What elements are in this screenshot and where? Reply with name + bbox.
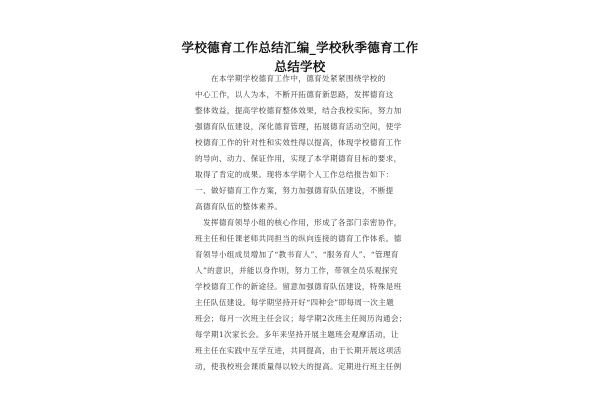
document-body <box>195 73 410 393</box>
body-line: 班主任在实践中互学互进，共同提高，由于长期开展这项活 <box>195 346 402 355</box>
body-line: 高德育队伍的整体素养。 <box>195 202 283 211</box>
body-line: 取得了肯定的成果。现将本学期个人工作总结报告如下： <box>195 170 394 179</box>
body-line: 动，使我校班会课质量得以较大的提高。定期进行班主任例 <box>195 362 402 371</box>
body-line: 主任队伍建设。每学期坚持开好“四种会”即每周一次主题 <box>195 298 395 307</box>
document-title-line-2: 总结学校 <box>274 59 326 74</box>
body-line: 在本学期学校德育工作中，德育处紧紧围绕学校的 <box>195 74 386 83</box>
body-line: 发挥德育领导小组的核心作用，形成了各部门亲密协作， <box>195 218 402 227</box>
body-line: 校德育工作的针对性和实效性得以提高，体现学校德育工作 <box>195 138 402 147</box>
body-line: 每学期1次家长会。多年来坚持开展主题班会观摩活动，让 <box>195 330 399 339</box>
document-title-line-1: 学校德育工作总结汇编_学校秋季德育工作 <box>181 40 419 55</box>
body-line: 班会；每月一次班主任会议；每学期2次班主任阅历沟通会； <box>195 314 407 323</box>
body-line: 育领导小组成员增加了“教书育人”、“服务育人”、“管理育 <box>195 250 399 259</box>
body-line: 整体效益，提高学校德育整体效果，结合我校实际，努力加 <box>195 106 402 115</box>
body-line: 一、做好德育工作方案，努力加强德育队伍建设，不断提 <box>195 186 394 195</box>
body-line: 中心工作，以人为本，不断开拓德育新思路，发挥德育这 <box>195 90 394 99</box>
body-line: 的导向、动力、保证作用，实现了本学期德育目标的要求， <box>195 154 402 163</box>
body-line: 班主任和任课老师共同担当的纵向连接的德育工作体系。德 <box>195 234 402 243</box>
body-line: 人”的意识，并能以身作则，努力工作，带领全员乐观探究 <box>195 266 398 275</box>
body-line: 强德育队伍建设，深化德育管理，拓展德育活动空间，使学 <box>195 122 402 131</box>
body-line: 学校德育工作的新途径。留意加强德育队伍建设，特殊是班 <box>195 282 402 291</box>
